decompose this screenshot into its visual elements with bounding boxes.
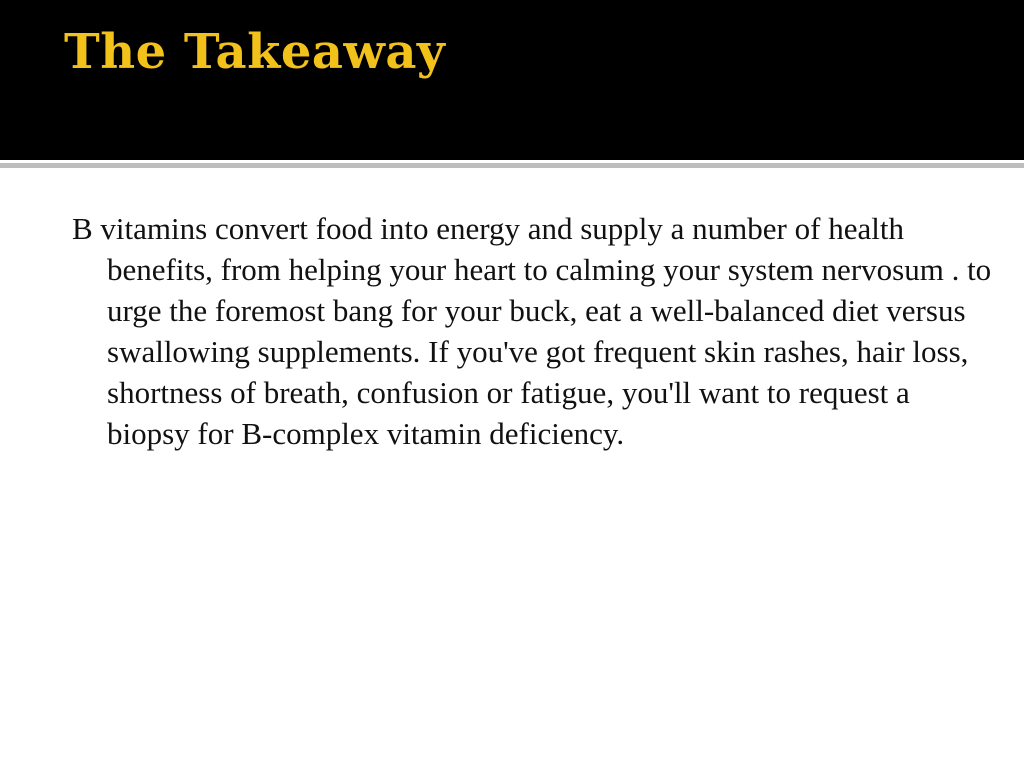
- title-divider: [0, 163, 1024, 168]
- title-bar: [0, 0, 1024, 160]
- body-paragraph: B vitamins convert food into energy and supply a number of health benefits, from helping your heart to calming your system nervosum . to urge the foremost bang for your buck, eat a well-balanced diet versus swallowing supplements. If you've got frequent skin rashes, hair loss, shortness of breath, confusion or fatigue, you'll want to request a biopsy for B-complex vitamin deficiency.: [72, 211, 992, 451]
- slide-title: The Takeaway: [64, 24, 446, 80]
